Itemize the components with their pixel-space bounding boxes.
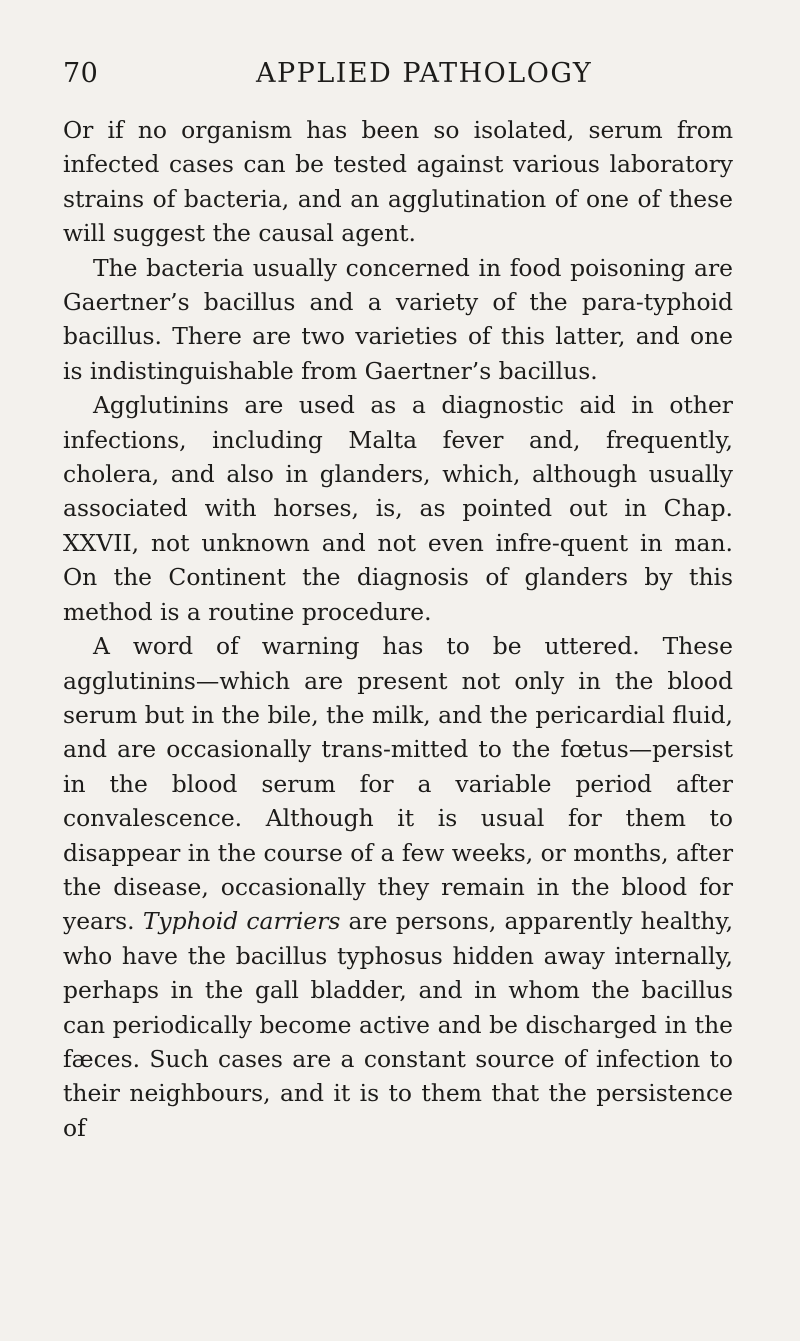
page-header: [63, 58, 753, 98]
page-number: 70: [63, 58, 99, 89]
paragraph-agglutinins-diagnosis: Agglutinins are used as a diagnostic aid in other infections, including Malta fever and, frequently, cholera, and also in glanders, which, although usually associated with horses, is, as pointed out in Chap. XXVII, not unknown and not even infre-quent in man. On the Continent the diagnosis of glanders by this method is a routine procedure.: [63, 391, 733, 626]
running-title: APPLIED PATHOLOGY: [256, 58, 593, 89]
warning-text: A word of warning has to be uttered. These agglutinins—which are present not only in the blood serum but in the bile, the milk, and the pericardial fluid, and are occasionally trans-mitted to the fœtus—persist in the blood serum for a variable period after convalescence. Although it is usual for them to disappear in the course of a few weeks, or months, after the disease, occasionally they remain in the blood for years.: [63, 632, 733, 936]
body-text: [63, 113, 733, 1145]
carriers-text: are persons, apparently healthy, who have the bacillus typhosus hidden away internally, perhaps in the gall bladder, and in whom the bacillus can periodically become active and be discharged in the fæces. Such cases are a constant source of infection to their neighbours, and it is to them that the persistence of: [63, 907, 734, 1142]
paragraph-warning: [63, 629, 733, 1145]
paragraph-food-poisoning: The bacteria usually concerned in food poisoning are Gaertner’s bacillus and a variety of the para-typhoid bacillus. There are two varieties of this latter, and one is indistinguishable from Gaertner’s bacillus.: [63, 253, 733, 385]
typhoid-carriers-term: Typhoid carriers: [142, 907, 341, 936]
paragraph-isolation: Or if no organism has been so isolated, serum from infected cases can be tested against various laboratory strains of bacteria, and an agglutination of one of these will suggest the causal agent.: [63, 116, 733, 248]
